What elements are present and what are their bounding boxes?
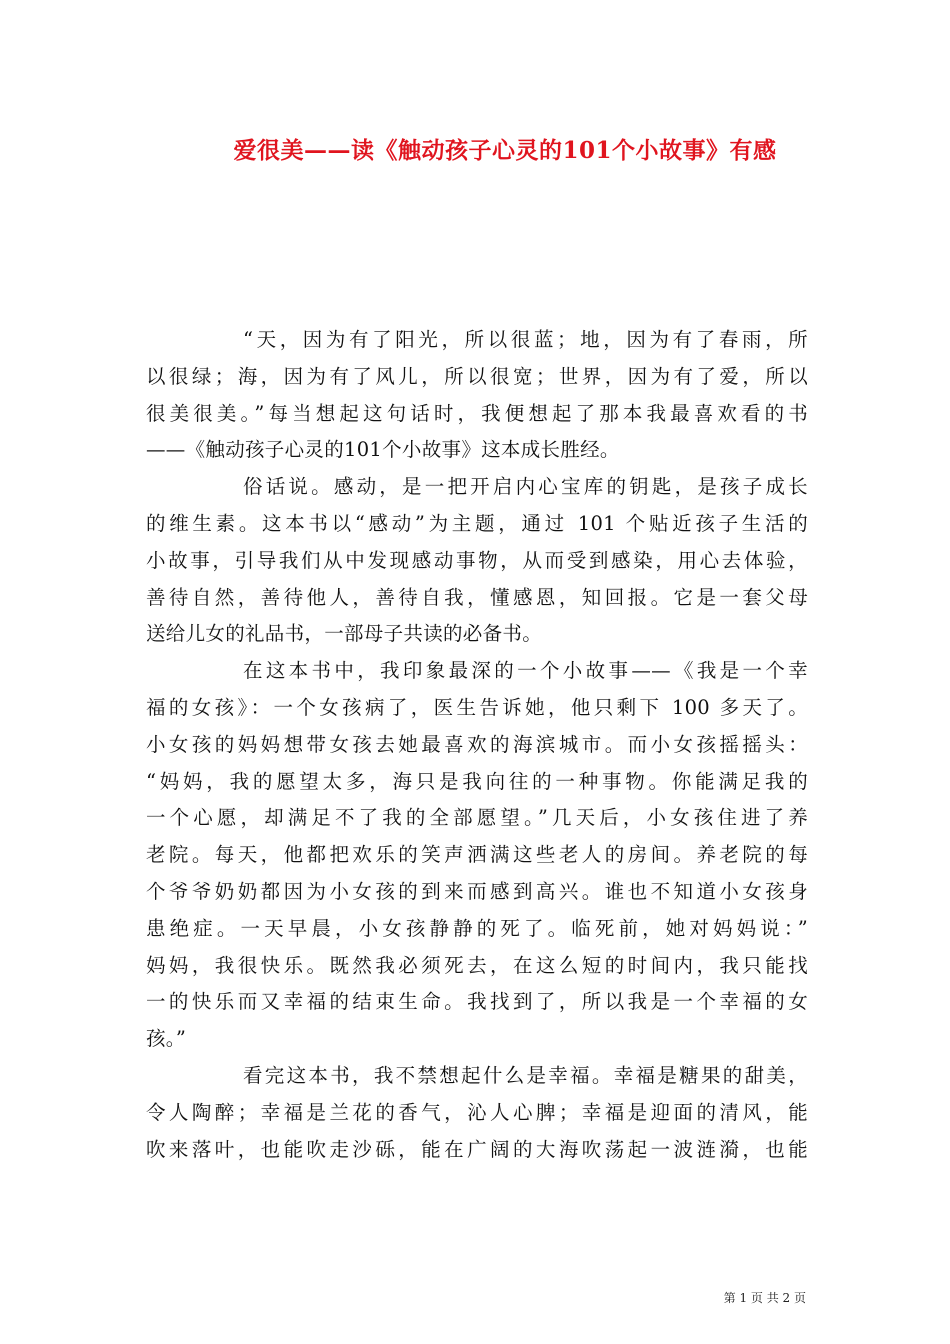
text-line: 的维生素。这本书以“感动”为主题，通过 101 个贴近孩子生活的	[146, 511, 808, 535]
text-line: “妈妈，我的愿望太多，海只是我向往的一种事物。你能满足我的	[146, 769, 808, 793]
text-line: 个爷爷奶奶都因为小女孩的到来而感到高兴。谁也不知道小女孩身	[146, 879, 808, 903]
text-line: 小故事，引导我们从中发现感动事物，从而受到感染，用心去体验，	[146, 548, 808, 572]
text-line: 孩。”	[146, 1027, 187, 1051]
paragraph	[146, 469, 808, 653]
text-line: 福的女孩》：一个女孩病了，医生告诉她，他只剩下 100 多天了。	[146, 695, 808, 719]
text-line: 以很绿；海，因为有了风儿，所以很宽；世界，因为有了爱，所以	[146, 364, 808, 388]
text-line: 善待自然，善待他人，善待自我，懂感恩，知回报。它是一套父母	[146, 585, 808, 609]
text-line: 妈妈，我很快乐。既然我必须死去，在这么短的时间内，我只能找	[146, 953, 808, 977]
text-line: 一的快乐而又幸福的结束生命。我找到了，所以我是一个幸福的女	[146, 990, 808, 1014]
page-title: 爱很美——读《触动孩子心灵的101个小故事》有感	[233, 137, 777, 164]
page-footer: 第 1 页 共 2 页	[723, 1291, 806, 1305]
text-line: 在这本书中，我印象最深的一个小故事——《我是一个幸	[243, 659, 808, 683]
text-line: 送给儿女的礼品书，一部母子共读的必备书。	[146, 622, 543, 646]
text-line: 很美很美。”每当想起这句话时，我便想起了那本我最喜欢看的书	[146, 401, 808, 425]
body-text	[146, 322, 808, 1168]
text-line: 看完这本书，我不禁想起什么是幸福。幸福是糖果的甜美，	[243, 1063, 808, 1087]
text-line: 老院。每天，他都把欢乐的笑声洒满这些老人的房间。养老院的每	[146, 843, 808, 867]
text-line: ——《触动孩子心灵的101个小故事》这本成长胜经。	[146, 438, 620, 462]
text-line: 一个心愿，却满足不了我的全部愿望。”几天后，小女孩住进了养	[146, 806, 808, 830]
text-line: 吹来落叶，也能吹走沙砾，能在广阔的大海吹荡起一波涟漪，也能	[146, 1137, 808, 1161]
text-line: 令人陶醉；幸福是兰花的香气，沁人心脾；幸福是迎面的清风，能	[146, 1100, 808, 1124]
text-line: 俗话说。感动，是一把开启内心宝库的钥匙，是孩子成长	[243, 475, 808, 499]
paragraph	[146, 1058, 808, 1168]
text-line: “天，因为有了阳光，所以很蓝；地，因为有了春雨，所	[243, 328, 808, 351]
paragraph	[146, 322, 808, 469]
text-line: 小女孩的妈妈想带女孩去她最喜欢的海滨城市。而小女孩摇摇头：	[146, 732, 808, 756]
paragraph	[146, 653, 808, 1058]
text-line: 患绝症。一天早晨，小女孩静静的死了。临死前，她对妈妈说：”	[146, 916, 808, 940]
